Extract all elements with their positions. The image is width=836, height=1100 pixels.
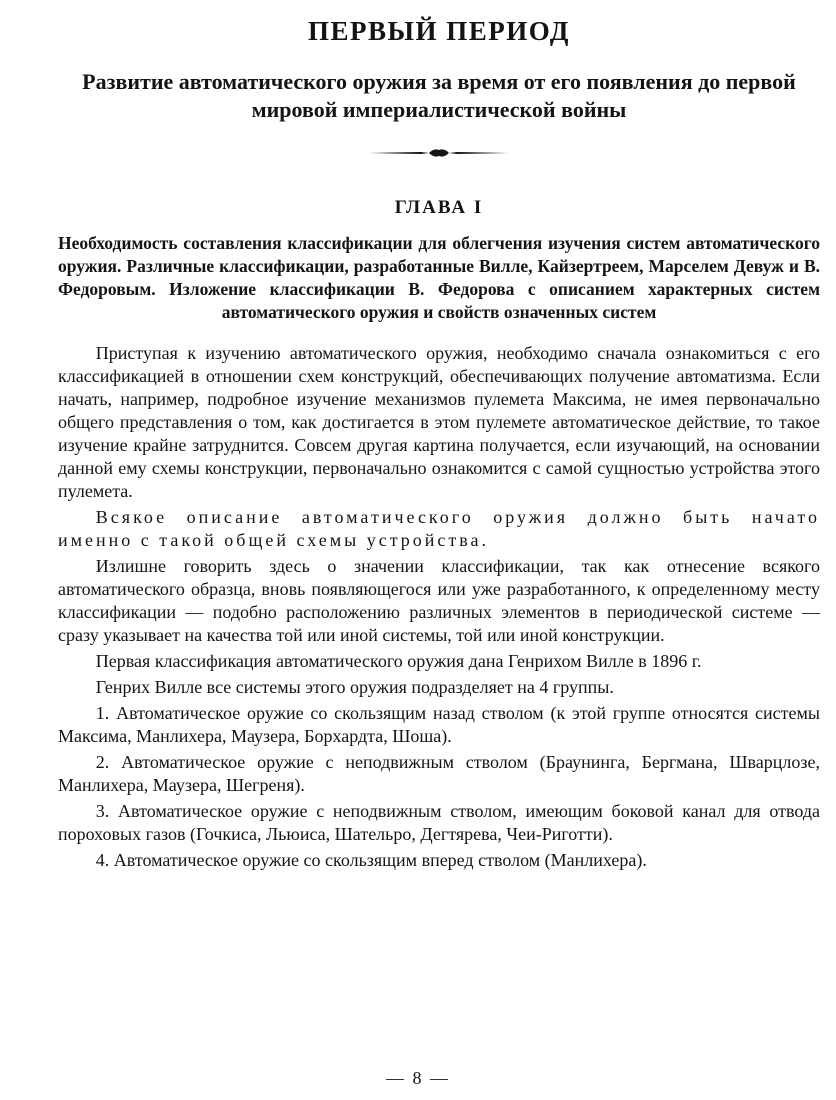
paragraph: Излишне говорить здесь о значении классификации, так как отнесение всякого автоматического образца, вновь появляющегося или уже разработанного, к определенному месту классификации — подобно расположению различных элементов в периодической системе — сразу указывает на качества той или иной системы, той или иной конструкции. xyxy=(58,556,820,645)
period-subtitle: Развитие автоматического оружия за время от его появления до первой мировой империалистической войны xyxy=(82,69,796,122)
page-number: — 8 — xyxy=(386,1068,450,1088)
list-item: 2. Автоматическое оружие с неподвижным стволом (Браунинга, Бергмана, Шварцлозе, Манлихера, Маузера, Шегреня). xyxy=(58,752,820,795)
paragraph: Первая классификация автоматического оружия дана Генрихом Вилле в 1896 г. xyxy=(95,651,702,671)
list-item: 4. Автоматическое оружие со скользящим вперед стволом (Манлихера). xyxy=(95,850,647,870)
body-text xyxy=(58,342,820,872)
paragraph: Генрих Вилле все системы этого оружия подразделяет на 4 группы. xyxy=(95,677,614,697)
period-title: ПЕРВЫЙ ПЕРИОД xyxy=(307,16,570,46)
paragraph: Всякое описание автоматического оружия должно быть начато именно с такой общей схемы устройства. xyxy=(58,507,820,550)
paragraph: Приступая к изучению автоматического оружия, необходимо сначала ознакомиться с его классификацией в отношении схем конструкций, обеспечивающих получение автоматизма. Если начать, например, подробное изучение механизмов пулемета Максима, не имея первоначально общего представления о том, как достигается в этом пулемете автоматическое действие, то такое изучение крайне затруднится. Совсем другая картина получается, если изучающий, на основании данной ему схемы конструкции, первоначально ознакомится с самой сущностью устройства этого пулемета. xyxy=(58,343,820,501)
list-item: 1. Автоматическое оружие со скользящим назад стволом (к этой группе относятся системы Максима, Манлихера, Маузера, Борхардта, Шоша). xyxy=(58,703,820,746)
ornament-divider-icon xyxy=(369,146,509,160)
chapter-summary: Необходимость составления классификации для облегчения изучения систем автоматического оружия. Различные классификации, разработанные Вилле, Кайзертреем, Марселем Девуж и В. Федоровым. Изложение классификации В. Федорова с описанием характерных систем автоматического оружия и свойств означенных систем xyxy=(58,233,820,322)
chapter-title: ГЛАВА I xyxy=(394,197,484,218)
list-item: 3. Автоматическое оружие с неподвижным стволом, имеющим боковой канал для отвода пороховых газов (Гочкиса, Льюиса, Шательро, Дегтярева, Чеи-Риготти). xyxy=(58,801,820,844)
